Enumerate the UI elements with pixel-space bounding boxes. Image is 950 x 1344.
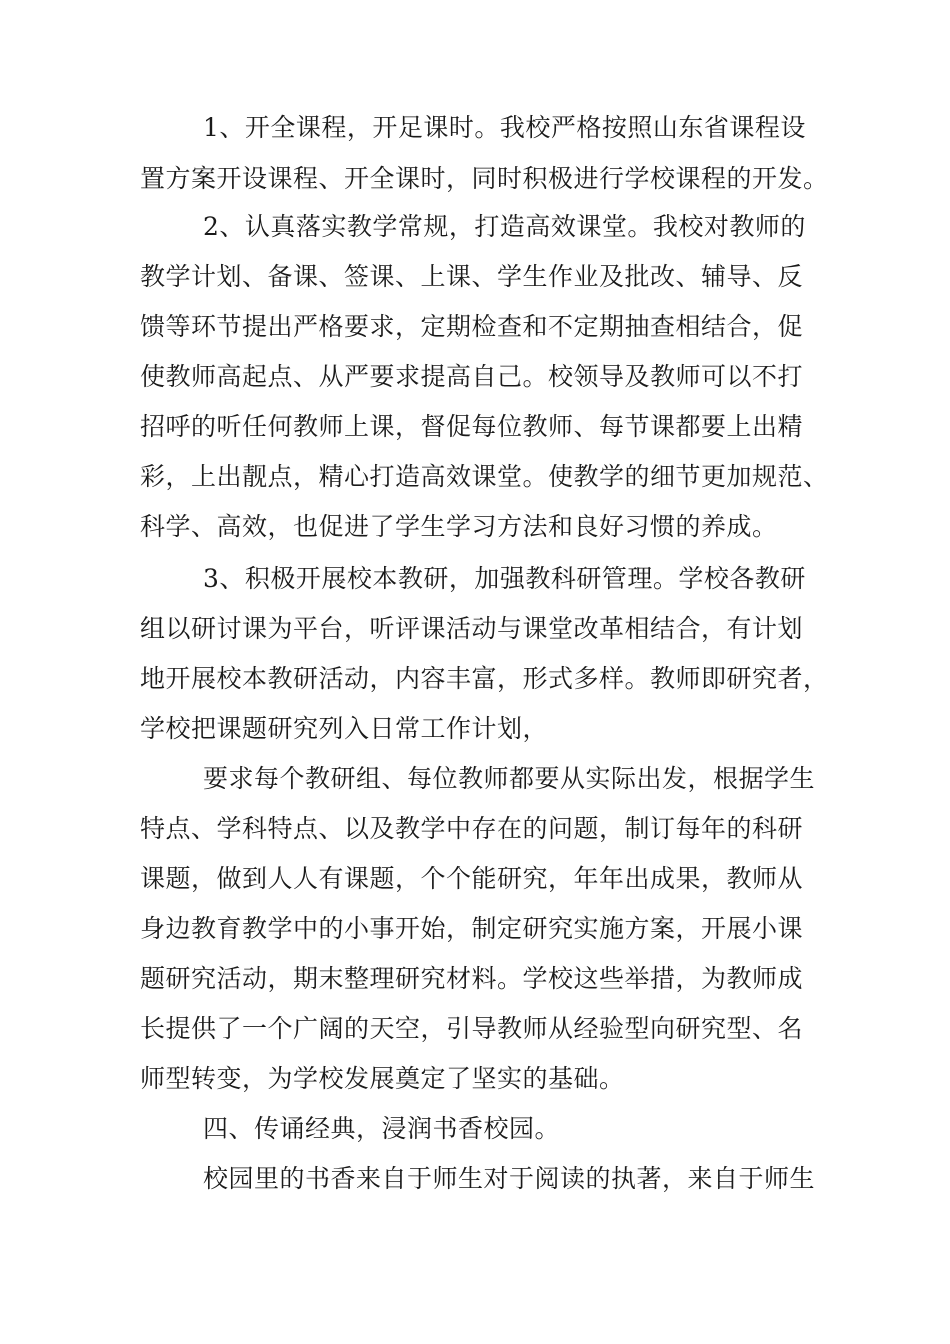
text-line: 招呼的听任何教师上课，督促每位教师、每节课都要上出精 (140, 412, 804, 441)
text-line: 组以研讨课为平台，听评课活动与课堂改革相结合，有计划 (140, 614, 804, 643)
text-line: 教学计划、备课、签课、上课、学生作业及批改、辅导、反 (140, 262, 804, 291)
text-line: 置方案开设课程、开全课时，同时积极进行学校课程的开发。 (140, 164, 829, 193)
text-line: 3、积极开展校本教研，加强教科研管理。学校各教研 (203, 564, 806, 593)
text-line: 长提供了一个广阔的天空，引导教师从经验型向研究型、名 (140, 1014, 804, 1043)
text-line: 要求每个教研组、每位教师都要从实际出发，根据学生 (203, 764, 816, 793)
text-line: 2、认真落实教学常规，打造高效课堂。我校对教师的 (203, 212, 806, 241)
text-line: 彩，上出靓点，精心打造高效课堂。使教学的细节更加规范、 (140, 462, 829, 491)
text-line: 1、开全课程，开足课时。我校严格按照山东省课程设 (203, 113, 806, 142)
text-line: 科学、高效，也促进了学生学习方法和良好习惯的养成。 (140, 512, 778, 541)
text-line: 身边教育教学中的小事开始，制定研究实施方案，开展小课 (140, 914, 804, 943)
text-line: 题研究活动，期末整理研究材料。学校这些举措，为教师成 (140, 964, 804, 993)
text-line: 馈等环节提出严格要求，定期检查和不定期抽查相结合，促 (140, 312, 804, 341)
text-line: 地开展校本教研活动，内容丰富，形式多样。教师即研究者， (140, 664, 829, 693)
text-line: 学校把课题研究列入日常工作计划， (140, 714, 549, 743)
section-heading: 四、传诵经典，浸润书香校园。 (203, 1114, 561, 1143)
text-line: 师型转变，为学校发展奠定了坚实的基础。 (140, 1064, 625, 1093)
text-line: 使教师高起点、从严要求提高自己。校领导及教师可以不打 (140, 362, 804, 391)
text-line: 特点、学科特点、以及教学中存在的问题，制订每年的科研 (140, 814, 804, 843)
text-line: 校园里的书香来自于师生对于阅读的执著，来自于师生 (203, 1164, 816, 1193)
text-line: 课题，做到人人有课题，个个能研究，年年出成果，教师从 (140, 864, 804, 893)
